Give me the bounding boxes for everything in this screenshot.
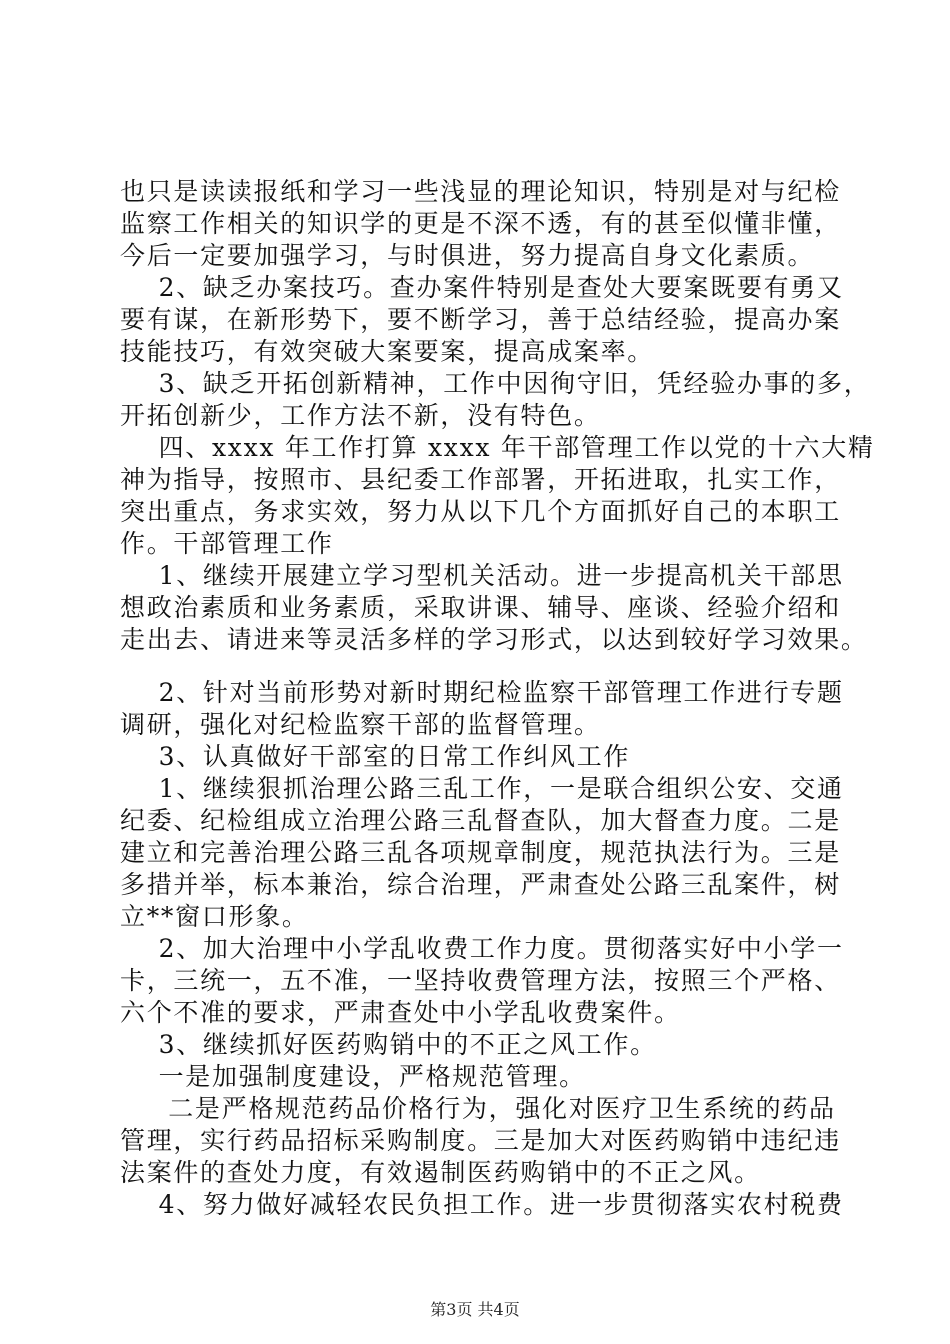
text-line: 建立和完善治理公路三乱各项规章制度，规范执法行为。三是: [120, 838, 841, 867]
text-line: 突出重点，务求实效，努力从以下几个方面抓好自己的本职工: [120, 497, 841, 526]
text-line: 3、缺乏开拓创新精神，工作中因徇守旧，凭经验办事的多，: [120, 369, 871, 398]
text-line: 走出去、请进来等灵活多样的学习形式，以达到较好学习效果。: [120, 625, 868, 654]
text-line: 今后一定要加强学习，与时俱进，努力提高自身文化素质。: [120, 241, 815, 270]
page-footer: 第3页 共4页: [430, 1300, 520, 1319]
text-line: 也只是读读报纸和学习一些浅显的理论知识，特别是对与纪检: [120, 177, 841, 206]
text-line: 神为指导，按照市、县纪委工作部署，开拓进取，扎实工作，: [120, 465, 841, 494]
text-line: 卡，三统一，五不准，一坚持收费管理方法，按照三个严格、: [120, 966, 841, 995]
text-line: 法案件的查处力度，有效遏制医药购销中的不正之风。: [120, 1158, 761, 1187]
text-line: 一是加强制度建设，严格规范管理。: [120, 1062, 586, 1091]
text-line: 1、继续开展建立学习型机关活动。进一步提高机关干部思: [120, 561, 844, 590]
text-line: 3、继续抓好医药购销中的不正之风工作。: [120, 1030, 657, 1059]
text-line: 监察工作相关的知识学的更是不深不透，有的甚至似懂非懂，: [120, 209, 841, 238]
text-line: 技能技巧，有效突破大案要案，提高成案率。: [120, 337, 655, 366]
text-line: 六个不准的要求，严肃查处中小学乱收费案件。: [120, 998, 681, 1027]
text-line: 二是严格规范药品价格行为，强化对医疗卫生系统的药品: [120, 1094, 836, 1123]
text-line: 多措并举，标本兼治，综合治理，严肃查处公路三乱案件，树: [120, 870, 841, 899]
text-line: 要有谋，在新形势下，要不断学习，善于总结经验，提高办案: [120, 305, 841, 334]
text-line: 2、缺乏办案技巧。查办案件特别是查处大要案既要有勇又: [120, 273, 844, 302]
text-line: 1、继续狠抓治理公路三乱工作，一是联合组织公安、交通: [120, 774, 844, 803]
text-line: 立**窗口形象。: [120, 902, 309, 931]
text-line: 开拓创新少，工作方法不新，没有特色。: [120, 401, 601, 430]
text-line: 四、xxxx 年工作打算 xxxx 年干部管理工作以党的十六大精: [120, 433, 875, 462]
text-line: 纪委、纪检组成立治理公路三乱督查队，加大督查力度。二是: [120, 806, 841, 835]
text-line: 作。干部管理工作: [120, 529, 334, 558]
text-line: 2、针对当前形势对新时期纪检监察干部管理工作进行专题: [120, 678, 844, 707]
text-line: 4、努力做好减轻农民负担工作。进一步贯彻落实农村税费: [120, 1190, 844, 1219]
text-line: 调研，强化对纪检监察干部的监督管理。: [120, 710, 601, 739]
text-line: 3、认真做好干部室的日常工作纠风工作: [120, 742, 631, 771]
text-line: 想政治素质和业务素质，采取讲课、辅导、座谈、经验介绍和: [120, 593, 841, 622]
text-line: 2、加大治理中小学乱收费工作力度。贯彻落实好中小学一: [120, 934, 844, 963]
text-line: 管理，实行药品招标采购制度。三是加大对医药购销中违纪违: [120, 1126, 841, 1155]
